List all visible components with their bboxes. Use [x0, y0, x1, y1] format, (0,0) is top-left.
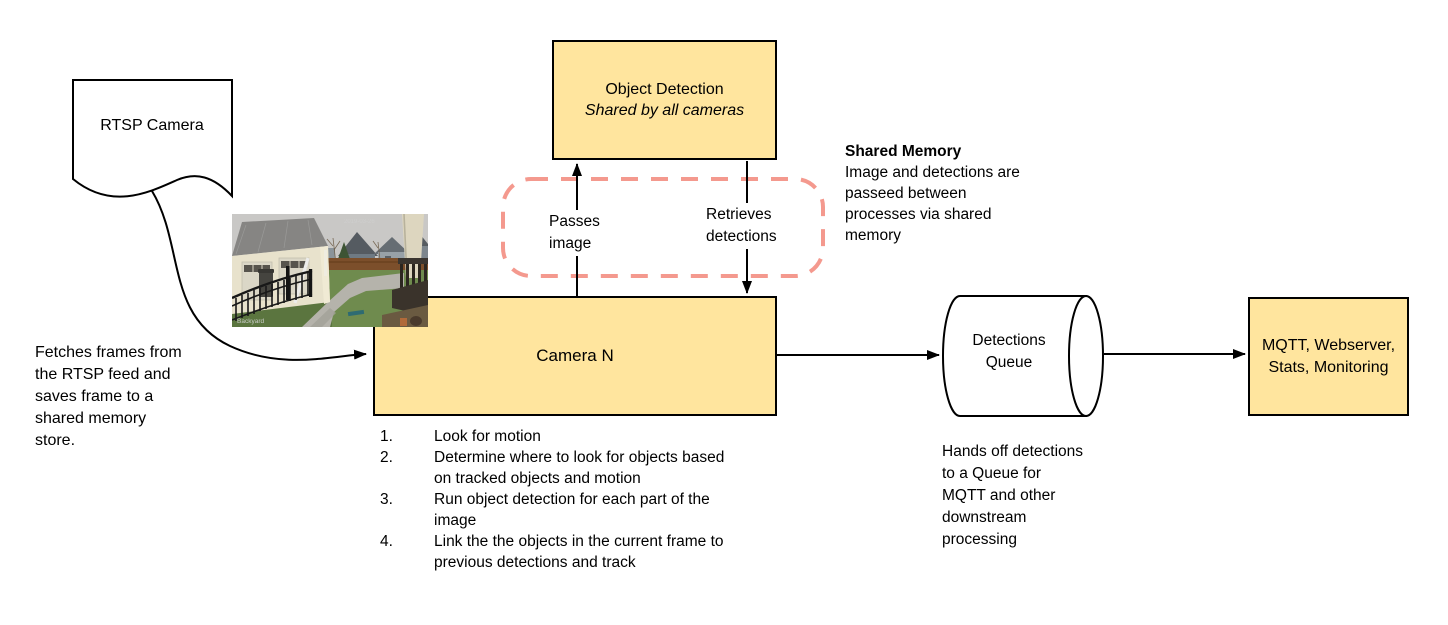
rtsp-camera-label: RTSP Camera [100, 117, 204, 134]
queue-note-line: downstream [942, 509, 1027, 526]
snapshot-camera-name: Backyard [237, 318, 265, 325]
queue-note [942, 441, 1142, 551]
node-outputs [1248, 297, 1409, 416]
passes-image-label: Passes image [546, 210, 603, 256]
shared-memory-note [845, 141, 1070, 246]
shared-memory-line: processes via shared [845, 206, 992, 223]
outputs-label-line2: Stats, Monitoring [1268, 358, 1389, 376]
fetch-note-line: saves frame to a [35, 388, 154, 405]
camera-snapshot-image [232, 214, 428, 327]
queue-note-line: Hands off detections [942, 443, 1084, 460]
object-detection-title: Object Detection [605, 81, 724, 98]
object-detection-subtitle: Shared by all cameras [584, 102, 745, 119]
fetch-note-line: shared memory [35, 410, 147, 427]
camera-step: Determine where to look for objects based on tracked objects and motion [434, 449, 725, 487]
shared-memory-title: Shared Memory [845, 143, 962, 160]
shared-memory-line: passeed between [845, 185, 967, 202]
camera-step: Look for motion [434, 428, 541, 445]
retrieves-detections-label: Retrieves detections [703, 203, 780, 249]
queue-note-line: MQTT and other [942, 487, 1056, 504]
fetch-note-line: Fetches frames from [35, 344, 182, 361]
snapshot-timestamp: 2019-03-26 [344, 219, 375, 225]
shared-memory-body [845, 162, 1070, 246]
camera-step: Link the the objects in the current frame to previous detections and track [434, 533, 724, 571]
fetch-note [35, 342, 245, 452]
shared-memory-line: Image and detections are [845, 164, 1020, 181]
fetch-note-line: store. [35, 432, 76, 449]
queue-note-line: processing [942, 531, 1017, 548]
shared-memory-line: memory [845, 227, 901, 244]
detections-queue-label: Detections Queue [972, 332, 1046, 371]
queue-note-line: to a Queue for [942, 465, 1042, 482]
rtsp-camera-shape [73, 80, 232, 197]
node-camera-n [373, 296, 777, 416]
outputs-label-line1: MQTT, Webserver, [1261, 336, 1396, 354]
camera-steps-list [380, 426, 740, 573]
fetch-note-line: the RTSP feed and [35, 366, 171, 383]
camera-step: Run object detection for each part of the image [434, 491, 710, 529]
camera-n-label: Camera N [536, 346, 614, 365]
node-object-detection [552, 40, 777, 160]
